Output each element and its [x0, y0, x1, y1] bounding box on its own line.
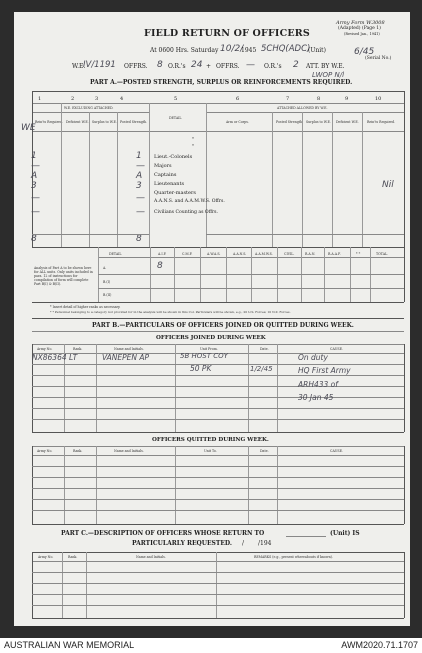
rule — [32, 552, 404, 553]
rank-lieut-colonels: Lieut.-Colonels — [154, 154, 193, 160]
analysis-ran: R.A.N. — [305, 252, 316, 256]
rule — [404, 552, 405, 618]
field-return-form — [14, 12, 410, 626]
rule — [32, 572, 404, 573]
col4-qm-handwritten: — — [136, 193, 145, 203]
rule — [206, 103, 207, 247]
sub-header-arm-or-corps: Arm or Corps. — [226, 120, 249, 124]
joined-cause-line1: On duty — [298, 353, 328, 362]
rule — [32, 112, 149, 113]
col2-lt-col-handwritten: 1 — [31, 151, 37, 161]
offrs-label: OFFRS. — [124, 63, 148, 70]
col4-majors-handwritten: — — [136, 161, 145, 171]
analysis-row-b1: B.(I) — [103, 280, 111, 284]
sub-header-deficient-we-att: Deficient W.E. — [336, 120, 359, 124]
col-number-8: 8 — [317, 96, 321, 102]
analysis-note: Analysis of Part A to be shown here for ALL units. Only units included in para. 12 of instructions for compilation of form will complete Part B(I) & B(II). — [34, 266, 93, 286]
joined-header-unit-from: Unit From. — [200, 347, 218, 351]
ors2-label: O.R.'s — [264, 63, 282, 70]
rule — [32, 552, 33, 618]
form-title: FIELD RETURN OF OFFICERS — [144, 28, 310, 39]
rule — [206, 112, 404, 113]
unit-handwritten: 5CHQ(ADC) — [261, 44, 311, 54]
col2-total-handwritten: 8 — [31, 234, 37, 244]
quitted-header-name: Name and Initials. — [114, 449, 144, 453]
col2-lieutenants-handwritten: 3 — [31, 181, 37, 191]
rule — [248, 446, 249, 524]
rule — [32, 397, 404, 398]
joined-cause-line4: 30 Jan 45 — [298, 393, 334, 402]
analysis-row-b2: B.(II) — [103, 293, 112, 297]
rule — [32, 234, 149, 235]
col2-aans-handwritten: — — [31, 207, 40, 217]
rule — [61, 103, 62, 247]
rule — [32, 605, 404, 606]
rule — [32, 331, 404, 332]
rank-aans-aamws: A.A.N.S. and A.A.M.W.S. Offrs. — [154, 199, 225, 204]
col2-majors-handwritten: — — [31, 161, 40, 171]
quitted-header-rank: Rank. — [73, 449, 83, 453]
quitted-header-date: Date. — [260, 449, 269, 453]
part-c-header-name: Name and Initials. — [136, 555, 166, 559]
we-handwritten: IV/1191 — [83, 60, 116, 70]
col-number-7: 7 — [286, 96, 290, 102]
analysis-other: * * — [356, 252, 361, 256]
quitted-header-army-no: Army No. — [37, 449, 53, 453]
analysis-aans: A.A.N.S. — [233, 252, 247, 256]
col4-total-handwritten: 8 — [136, 234, 142, 244]
we-excluding-attached: W.E. EXCLUDING ATTACHED. — [64, 106, 114, 110]
rank-civilians: Civilians Counting as Offrs. — [154, 210, 218, 215]
offrs2-handwritten: — — [246, 60, 255, 70]
ors-label: O.R.'s — [168, 63, 186, 70]
col-number-10: 10 — [375, 96, 382, 102]
rule — [32, 477, 404, 478]
rule — [117, 112, 118, 247]
analysis-awas: A.W.A.S. — [207, 252, 221, 256]
rule — [286, 536, 326, 537]
part-c-requested: PARTICULARLY REQUESTED. — [132, 540, 232, 547]
rule — [96, 446, 97, 524]
at-line-prefix: At 0600 Hrs. Saturday — [150, 47, 219, 54]
rank-quarter-masters: Quarter-masters — [154, 190, 196, 196]
rank-captains: Captains — [154, 172, 177, 178]
analysis-aif-handwritten: 8 — [157, 261, 163, 271]
col-number-1: 1 — [38, 96, 42, 102]
col10-handwritten: Nil — [382, 180, 394, 190]
rule — [302, 112, 303, 247]
rule — [89, 112, 90, 247]
rule — [32, 408, 404, 409]
asterisk-1: * — [192, 136, 194, 141]
quitted-header-unit-to: Unit To. — [204, 449, 217, 453]
offrs2-label: OFFRS. — [216, 63, 240, 70]
we-margin-handwritten: WE — [21, 123, 36, 133]
rule — [175, 446, 176, 524]
rule — [32, 131, 404, 132]
joined-title: OFFICERS JOINED DURING WEEK — [156, 335, 266, 341]
plus-sign: + — [206, 63, 212, 70]
joined-cause-line2: HQ First Army — [298, 366, 351, 375]
archive-footer — [0, 638, 422, 653]
col-number-5: 5 — [174, 96, 178, 102]
footer-accession-number: AWM2020.71.1707 — [341, 640, 418, 650]
serial-handwritten: 6/45 — [354, 47, 375, 57]
offrs-handwritten: 8 — [157, 60, 163, 70]
rule — [64, 446, 65, 524]
rule — [277, 446, 278, 524]
rule — [32, 583, 404, 584]
col4-aans-handwritten: — — [136, 207, 145, 217]
part-c-header-rank: Rank. — [68, 555, 78, 559]
army-form-revised: (Revised Jan., 1941) — [344, 32, 380, 36]
rule — [272, 112, 273, 247]
rule — [32, 524, 404, 525]
part-c-date-slash: / — [242, 540, 245, 547]
sub-header-posted-strength: Posted Strength. — [120, 120, 148, 124]
col-number-9: 9 — [345, 96, 349, 102]
joined-header-rank: Rank. — [73, 347, 83, 351]
quitted-title: OFFICERS QUITTED DURING WEEK. — [152, 437, 269, 443]
rule — [32, 364, 404, 365]
attached-allowed: ATTACHED ALLOWED BY W.E. — [277, 106, 328, 110]
sub-header-surplus-we-att: Surplus to W.E. — [306, 120, 331, 124]
analysis-aamws: A.A.M.W.S. — [255, 252, 273, 256]
col2-qm-handwritten: — — [31, 193, 40, 203]
col2-captains-handwritten: A — [31, 171, 38, 181]
rule — [32, 432, 404, 433]
rule — [332, 112, 333, 247]
unit-label: (Unit) — [308, 47, 326, 54]
joined-army-no-handwritten: NX86364 — [32, 353, 67, 362]
part-a-title: PART A.—POSTED STRENGTH, SURPLUS OR REINFORCEMENTS REQUIRED. — [90, 79, 353, 86]
col4-captains-handwritten: A — [136, 171, 143, 181]
part-a-top-rule — [32, 91, 404, 92]
rule — [32, 618, 404, 619]
rule — [32, 386, 404, 387]
part-c-title: PART C.—DESCRIPTION OF OFFICERS WHOSE RETURN TO — [61, 530, 265, 537]
rule — [32, 510, 404, 511]
analysis-aif: A.I.F. — [158, 252, 167, 256]
sub-header-posted-strength-att: Posted Strength. — [276, 120, 304, 124]
joined-rank-handwritten: LT — [69, 353, 78, 362]
rule — [404, 446, 405, 524]
rule — [404, 91, 405, 247]
serial-label: (Serial No.) — [365, 56, 392, 61]
rule — [62, 552, 63, 618]
rule — [32, 375, 404, 376]
footer-institution: AUSTRALIAN WAR MEMORIAL — [4, 640, 135, 650]
joined-header-army-no: Army No. — [37, 347, 53, 351]
sub-header-surplus-we: Surplus to W.E. — [92, 120, 117, 124]
rule — [32, 499, 404, 500]
ors2-handwritten: 2 — [293, 60, 299, 70]
rule — [32, 561, 404, 562]
rule — [32, 302, 404, 303]
rule — [32, 466, 404, 467]
rule — [32, 247, 404, 248]
army-form-adapted: (Adapted) (Page 1) — [338, 26, 381, 31]
sub-header-deficient-we: Deficient W.E. — [66, 120, 89, 124]
rule — [216, 552, 217, 618]
rule — [32, 446, 33, 524]
footnote-1: * Insert detail of higher ranks as necessary. — [50, 305, 121, 309]
rule — [32, 488, 404, 489]
footnote-2: * * Personnel belonging to a category not provided for in the analysis will be shown in this Col. Particulars will be shown, e.g., 20 U.S. Forces; 10 N.Z. Forces. — [50, 310, 291, 314]
part-c-header-remarks: REMARKS (e.g., present whereabouts if known). — [254, 555, 333, 559]
part-c-unit-is: (Unit) IS — [330, 530, 360, 537]
rank-lieutenants: Lieutenants — [154, 181, 185, 187]
rule — [98, 288, 404, 289]
rule — [86, 552, 87, 618]
army-form-number: Army Form W.3008 — [336, 20, 385, 26]
analysis-cmf: C.M.F. — [182, 252, 193, 256]
col-number-2: 2 — [71, 96, 75, 102]
year-printed: 1945 — [241, 47, 257, 54]
joined-unit-from2-handwritten: 50 PK — [190, 364, 212, 373]
above-part-a-handwritten: LWOP N/l — [312, 71, 345, 79]
analysis-civil: CIVIL. — [284, 252, 295, 256]
rule — [98, 274, 404, 275]
joined-header-name: Name and Initials. — [114, 347, 144, 351]
col4-lieutenants-handwritten: 3 — [136, 181, 142, 191]
analysis-row-a: A. — [103, 266, 107, 270]
asterisk-2: * — [192, 143, 194, 148]
part-c-header-army-no: Army No. — [38, 555, 54, 559]
rule — [149, 103, 150, 247]
rank-majors: Majors — [154, 163, 172, 169]
rule — [32, 318, 404, 319]
ors-handwritten: 24 — [191, 60, 203, 70]
analysis-detail-header: DETAIL — [109, 252, 122, 256]
rule — [32, 419, 404, 420]
att-label: ATT. BY W.E. — [306, 63, 345, 70]
rule — [362, 112, 363, 247]
sub-header-reints-required-att: Rein'ts Required. — [367, 120, 396, 124]
rule — [404, 247, 405, 302]
part-b-title: PART B.—PARTICULARS OF OFFICERS JOINED OR QUITTED DURING WEEK. — [92, 322, 354, 329]
col-number-4: 4 — [120, 96, 124, 102]
part-c-year: /194 — [258, 540, 272, 547]
rule — [32, 594, 404, 595]
joined-header-date: Date. — [260, 347, 269, 351]
joined-header-cause: CAUSE. — [330, 347, 343, 351]
we-label: W.E. — [72, 63, 86, 70]
joined-date-handwritten: 1/2/45 — [250, 365, 273, 373]
rule — [32, 344, 404, 345]
rule — [404, 344, 405, 432]
col-number-3: 3 — [95, 96, 99, 102]
rule — [32, 446, 404, 447]
col-number-6: 6 — [236, 96, 240, 102]
analysis-raaf: R.A.A.F. — [328, 252, 341, 256]
analysis-total: TOTAL. — [376, 252, 389, 256]
joined-unit-from-handwritten: 5B HOST COY — [180, 352, 228, 360]
joined-cause-line3: ARH433 of — [298, 380, 338, 389]
rule — [206, 234, 404, 235]
detail-header: DETAIL — [169, 116, 182, 120]
col4-lt-col-handwritten: 1 — [136, 151, 142, 161]
quitted-header-cause: CAUSE. — [330, 449, 343, 453]
rule — [32, 455, 404, 456]
joined-name-handwritten: VANEPEN AP — [102, 353, 150, 362]
sub-header-reints-required: Rein'ts Required. — [35, 120, 64, 124]
rule — [32, 103, 404, 104]
date-handwritten: 10/2/ — [220, 44, 244, 54]
